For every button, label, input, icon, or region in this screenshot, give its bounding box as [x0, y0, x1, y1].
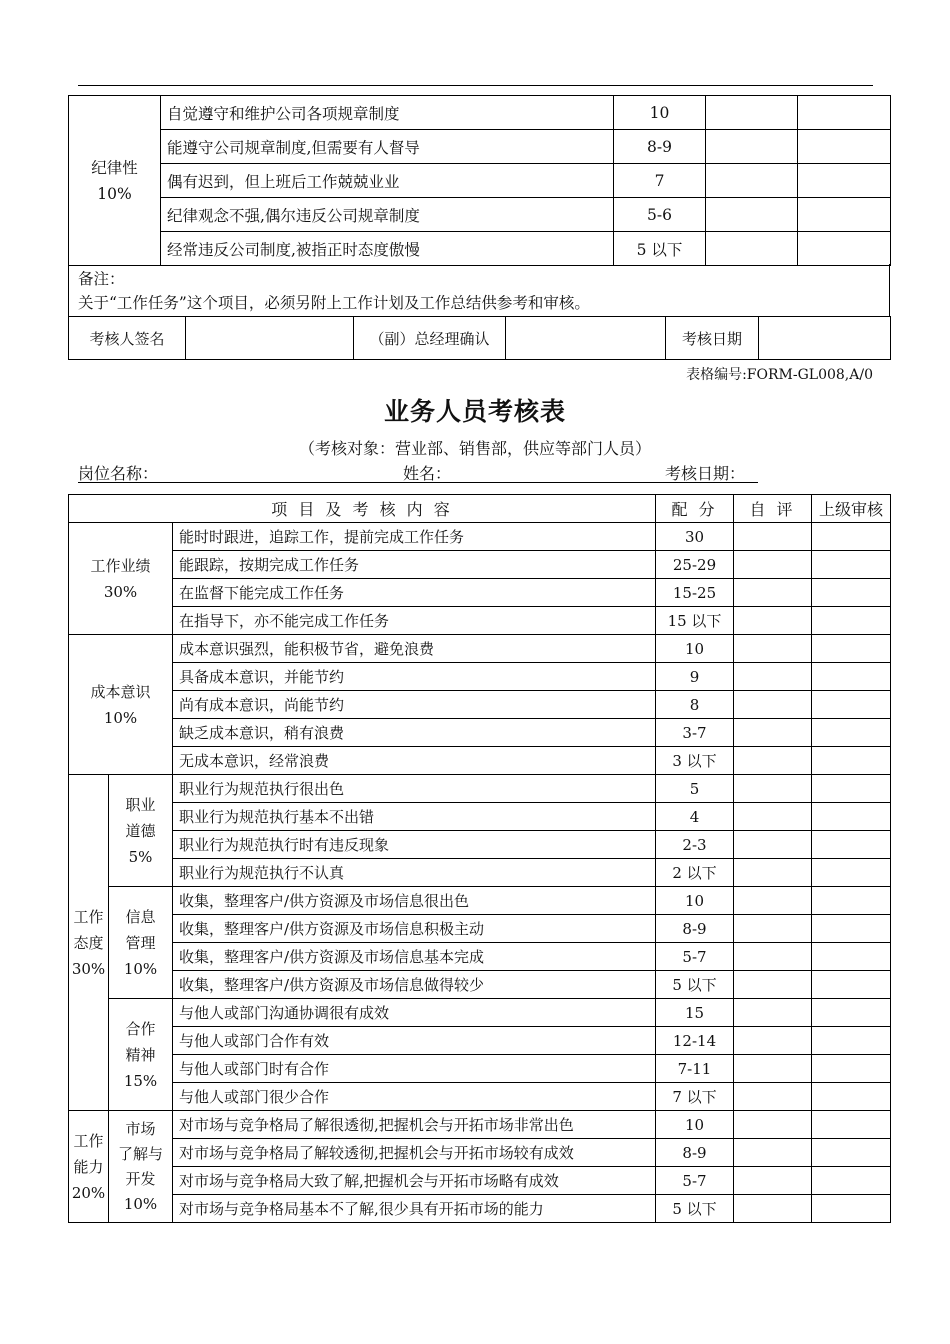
score-cell: 5 以下 [656, 971, 734, 999]
evaluation-table [68, 494, 891, 1223]
score-cell: 5 [656, 775, 734, 803]
table-row [69, 691, 891, 719]
criteria-text: 收集，整理客户/供方资源及市场信息基本完成 [173, 943, 656, 971]
self-eval-cell[interactable] [734, 1111, 812, 1139]
score-cell: 7-11 [656, 1055, 734, 1083]
score-cell: 9 [656, 663, 734, 691]
criteria-text: 在监督下能完成工作任务 [173, 579, 656, 607]
self-eval-cell[interactable] [734, 747, 812, 775]
review-date-field[interactable] [759, 317, 891, 360]
table-row [69, 1083, 891, 1111]
self-eval-cell[interactable] [734, 859, 812, 887]
score-cell: 5 以下 [614, 232, 706, 266]
superior-review-cell[interactable] [812, 579, 891, 607]
table-row [69, 1027, 891, 1055]
score-cell: 5-7 [656, 943, 734, 971]
table-row [69, 971, 891, 999]
header-superior: 上级审核 [812, 495, 891, 523]
score-cell: 2 以下 [656, 859, 734, 887]
table-row [69, 887, 891, 915]
self-eval-cell[interactable] [734, 803, 812, 831]
table-row [69, 719, 891, 747]
criteria-text: 对市场与竞争格局了解较透彻,把握机会与开拓市场较有成效 [173, 1139, 656, 1167]
criteria-text: 在指导下，亦不能完成工作任务 [173, 607, 656, 635]
table-row [69, 663, 891, 691]
category-cell: 工作 能力 20% [69, 1111, 109, 1223]
score-cell: 5-7 [656, 1167, 734, 1195]
table-row [69, 198, 891, 232]
table-row [69, 130, 891, 164]
criteria-text: 职业行为规范执行很出色 [173, 775, 656, 803]
score-cell: 7 以下 [656, 1083, 734, 1111]
manager-confirm-field[interactable] [506, 317, 666, 360]
table-row [69, 635, 891, 663]
table-row [69, 943, 891, 971]
superior-review-cell[interactable] [812, 1195, 891, 1223]
criteria-text: 职业行为规范执行不认真 [173, 859, 656, 887]
superior-review-cell[interactable] [812, 859, 891, 887]
criteria-text: 与他人或部门很少合作 [173, 1083, 656, 1111]
score-cell: 4 [656, 803, 734, 831]
page-subtitle: （考核对象：营业部、销售部，供应等部门人员） [298, 439, 651, 458]
subcategory-cell: 信息 管理 10% [109, 887, 173, 999]
score-cell: 10 [614, 96, 706, 130]
self-eval-cell[interactable] [734, 551, 812, 579]
score-cell: 8 [656, 691, 734, 719]
reviewer-signature-label: 考核人签名 [69, 317, 186, 360]
header-item: 项 目 及 考 核 内 容 [69, 495, 656, 523]
position-name-label: 岗位名称： [78, 464, 159, 483]
criteria-text: 收集，整理客户/供方资源及市场信息积极主动 [173, 915, 656, 943]
table-row [69, 1167, 891, 1195]
category-cell: 工作 态度 30% [69, 775, 109, 1111]
superior-review-cell[interactable] [798, 198, 891, 232]
subcategory-cell: 合作 精神 15% [109, 999, 173, 1111]
superior-review-cell[interactable] [812, 775, 891, 803]
score-cell: 3-7 [656, 719, 734, 747]
superior-review-cell[interactable] [798, 96, 891, 130]
score-cell: 5 以下 [656, 1195, 734, 1223]
self-eval-cell[interactable] [734, 1167, 812, 1195]
score-cell: 15-25 [656, 579, 734, 607]
criteria-text: 尚有成本意识，尚能节约 [173, 691, 656, 719]
table-row [69, 999, 891, 1027]
self-eval-cell[interactable] [734, 691, 812, 719]
superior-review-cell[interactable] [812, 1083, 891, 1111]
superior-review-cell[interactable] [812, 1167, 891, 1195]
subcategory-cell: 市场 了解与 开发 10% [109, 1111, 173, 1223]
superior-review-cell[interactable] [812, 1055, 891, 1083]
score-cell: 3 以下 [656, 747, 734, 775]
self-eval-cell[interactable] [734, 607, 812, 635]
header-score: 配 分 [656, 495, 734, 523]
criteria-text: 纪律观念不强,偶尔违反公司规章制度 [161, 198, 614, 232]
superior-review-cell[interactable] [812, 719, 891, 747]
criteria-text: 职业行为规范执行时有违反现象 [173, 831, 656, 859]
score-cell: 8-9 [614, 130, 706, 164]
criteria-text: 成本意识强烈，能积极节省，避免浪费 [173, 635, 656, 663]
table-row [69, 747, 891, 775]
criteria-text: 对市场与竞争格局了解很透彻,把握机会与开拓市场非常出色 [173, 1111, 656, 1139]
criteria-text: 无成本意识，经常浪费 [173, 747, 656, 775]
superior-review-cell[interactable] [798, 130, 891, 164]
superior-review-cell[interactable] [812, 635, 891, 663]
score-cell: 8-9 [656, 915, 734, 943]
score-cell: 25-29 [656, 551, 734, 579]
reviewer-signature-field[interactable] [186, 317, 354, 360]
review-date-label: 考核日期 [666, 317, 759, 360]
table-row [69, 607, 891, 635]
self-eval-cell[interactable] [734, 1083, 812, 1111]
score-cell: 10 [656, 635, 734, 663]
self-eval-cell[interactable] [734, 971, 812, 999]
self-eval-cell[interactable] [706, 198, 798, 232]
criteria-text: 具备成本意识，并能节约 [173, 663, 656, 691]
criteria-text: 对市场与竞争格局基本不了解,很少具有开拓市场的能力 [173, 1195, 656, 1223]
self-eval-cell[interactable] [734, 635, 812, 663]
score-cell: 15 [656, 999, 734, 1027]
table-row [69, 803, 891, 831]
table-header-row [69, 495, 891, 523]
superior-review-cell[interactable] [812, 1139, 891, 1167]
form-code: 表格编号:FORM-GL008,A/0 [686, 367, 873, 383]
criteria-text: 偶有迟到，但上班后工作兢兢业业 [161, 164, 614, 198]
superior-review-cell[interactable] [812, 943, 891, 971]
criteria-text: 与他人或部门时有合作 [173, 1055, 656, 1083]
top-rule [78, 85, 873, 86]
category-cell: 成本意识 10% [69, 635, 173, 775]
category-cell: 工作业绩 30% [69, 523, 173, 635]
superior-review-cell[interactable] [812, 691, 891, 719]
self-eval-cell[interactable] [706, 130, 798, 164]
category-cell: 纪律性 10% [69, 96, 161, 266]
signature-table [68, 316, 891, 360]
self-eval-cell[interactable] [706, 232, 798, 266]
score-cell: 2-3 [656, 831, 734, 859]
criteria-text: 收集，整理客户/供方资源及市场信息很出色 [173, 887, 656, 915]
superior-review-cell[interactable] [812, 1027, 891, 1055]
header-fields [78, 461, 878, 483]
criteria-text: 能时时跟进，追踪工作，提前完成工作任务 [173, 523, 656, 551]
self-eval-cell[interactable] [734, 1027, 812, 1055]
score-cell: 7 [614, 164, 706, 198]
superior-review-cell[interactable] [812, 551, 891, 579]
superior-review-cell[interactable] [812, 747, 891, 775]
page-title: 业务人员考核表 [383, 397, 566, 426]
self-eval-cell[interactable] [734, 719, 812, 747]
superior-review-cell[interactable] [812, 803, 891, 831]
criteria-text: 能跟踪，按期完成工作任务 [173, 551, 656, 579]
self-eval-cell[interactable] [734, 579, 812, 607]
note-label: 备注： [78, 270, 125, 288]
score-cell: 10 [656, 1111, 734, 1139]
table-row [69, 1139, 891, 1167]
self-eval-cell[interactable] [734, 1195, 812, 1223]
criteria-text: 收集，整理客户/供方资源及市场信息做得较少 [173, 971, 656, 999]
table-row [69, 1055, 891, 1083]
superior-review-cell[interactable] [798, 232, 891, 266]
criteria-text: 与他人或部门沟通协调很有成效 [173, 999, 656, 1027]
superior-review-cell[interactable] [812, 971, 891, 999]
superior-review-cell[interactable] [812, 999, 891, 1027]
employee-name-label: 姓名： [403, 464, 452, 483]
table-row [69, 96, 891, 130]
signature-row [69, 317, 891, 360]
self-eval-cell[interactable] [734, 999, 812, 1027]
table-row [69, 1111, 891, 1139]
self-eval-cell[interactable] [734, 523, 812, 551]
self-eval-cell[interactable] [734, 915, 812, 943]
superior-review-cell[interactable] [812, 607, 891, 635]
table-row [69, 831, 891, 859]
criteria-text: 缺乏成本意识，稍有浪费 [173, 719, 656, 747]
score-cell: 15 以下 [656, 607, 734, 635]
self-eval-cell[interactable] [734, 887, 812, 915]
table-row [69, 551, 891, 579]
note-box [68, 264, 890, 316]
self-eval-cell[interactable] [706, 164, 798, 198]
self-eval-cell[interactable] [706, 96, 798, 130]
table-row [69, 1195, 891, 1223]
fields-underline [78, 482, 758, 483]
table-row [69, 579, 891, 607]
superior-review-cell[interactable] [812, 1111, 891, 1139]
self-eval-cell[interactable] [734, 663, 812, 691]
discipline-table [68, 95, 891, 266]
self-eval-cell[interactable] [734, 1139, 812, 1167]
table-row [69, 232, 891, 266]
self-eval-cell[interactable] [734, 1055, 812, 1083]
score-cell: 8-9 [656, 1139, 734, 1167]
table-row [69, 859, 891, 887]
superior-review-cell[interactable] [798, 164, 891, 198]
table-row [69, 164, 891, 198]
superior-review-cell[interactable] [812, 915, 891, 943]
superior-review-cell[interactable] [812, 663, 891, 691]
criteria-text: 能遵守公司规章制度,但需要有人督导 [161, 130, 614, 164]
criteria-text: 经常违反公司制度,被指正时态度傲慢 [161, 232, 614, 266]
table-row [69, 915, 891, 943]
score-cell: 5-6 [614, 198, 706, 232]
manager-confirm-label: （副）总经理确认 [354, 317, 506, 360]
score-cell: 12-14 [656, 1027, 734, 1055]
table-row [69, 523, 891, 551]
table-row [69, 775, 891, 803]
superior-review-cell[interactable] [812, 523, 891, 551]
evaluation-date-label: 考核日期： [665, 464, 746, 483]
header-self: 自 评 [734, 495, 812, 523]
subcategory-cell: 职业 道德 5% [109, 775, 173, 887]
self-eval-cell[interactable] [734, 831, 812, 859]
superior-review-cell[interactable] [812, 831, 891, 859]
criteria-text: 自觉遵守和维护公司各项规章制度 [161, 96, 614, 130]
self-eval-cell[interactable] [734, 775, 812, 803]
note-text: 关于“工作任务”这个项目，必须另附上工作计划及工作总结供参考和审核。 [78, 294, 590, 312]
score-cell: 10 [656, 887, 734, 915]
superior-review-cell[interactable] [812, 887, 891, 915]
criteria-text: 与他人或部门合作有效 [173, 1027, 656, 1055]
score-cell: 30 [656, 523, 734, 551]
criteria-text: 对市场与竞争格局大致了解,把握机会与开拓市场略有成效 [173, 1167, 656, 1195]
criteria-text: 职业行为规范执行基本不出错 [173, 803, 656, 831]
self-eval-cell[interactable] [734, 943, 812, 971]
